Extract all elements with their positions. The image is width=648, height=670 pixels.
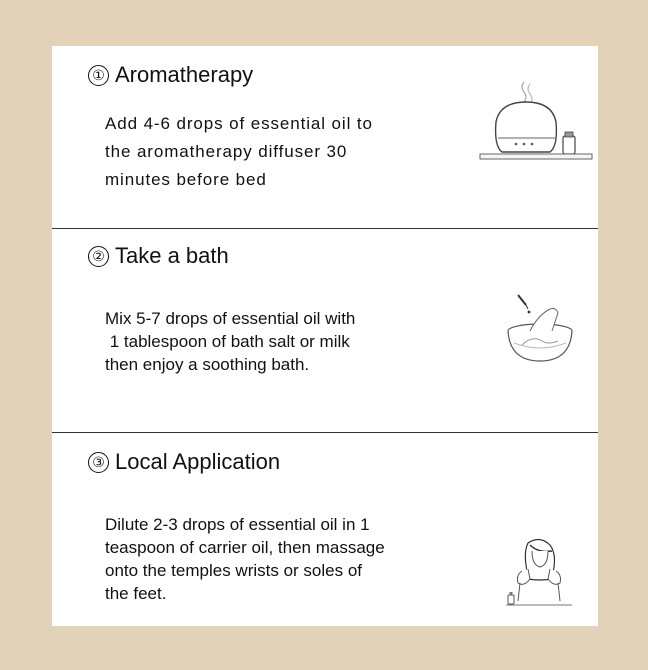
section-title-text: Local Application [115, 449, 281, 474]
description-line: 1 tablespoon of bath salt or milk [105, 332, 350, 351]
bath-illustration [500, 291, 580, 371]
section-description [105, 110, 435, 194]
diffuser-illustration [478, 76, 596, 168]
section-title [88, 449, 280, 475]
description-line: onto the temples wrists or soles of [105, 561, 363, 580]
section-take-a-bath [52, 229, 598, 432]
section-description [105, 307, 435, 376]
description-line: minutes before bed [105, 170, 267, 189]
section-local-application [52, 433, 598, 626]
section-title-text: Aromatherapy [115, 62, 254, 87]
step-number-badge: ③ [88, 452, 109, 473]
section-title [88, 243, 229, 269]
step-number-badge: ① [88, 65, 109, 86]
instructions-card [52, 46, 598, 626]
section-aromatherapy [52, 46, 598, 228]
description-line: Dilute 2-3 drops of essential oil in 1 [105, 515, 370, 534]
description-line: Add 4-6 drops of essential oil to [105, 114, 373, 133]
description-line: Mix 5-7 drops of essential oil with [105, 309, 356, 328]
massage-illustration [506, 535, 572, 609]
description-line: the feet. [105, 584, 167, 603]
step-number-badge: ② [88, 246, 109, 267]
section-title [88, 62, 253, 88]
description-line: the aromatherapy diffuser 30 [105, 142, 348, 161]
section-description [105, 513, 435, 605]
description-line: then enjoy a soothing bath. [105, 355, 310, 374]
description-line: teaspoon of carrier oil, then massage [105, 538, 385, 557]
section-title-text: Take a bath [115, 243, 229, 268]
